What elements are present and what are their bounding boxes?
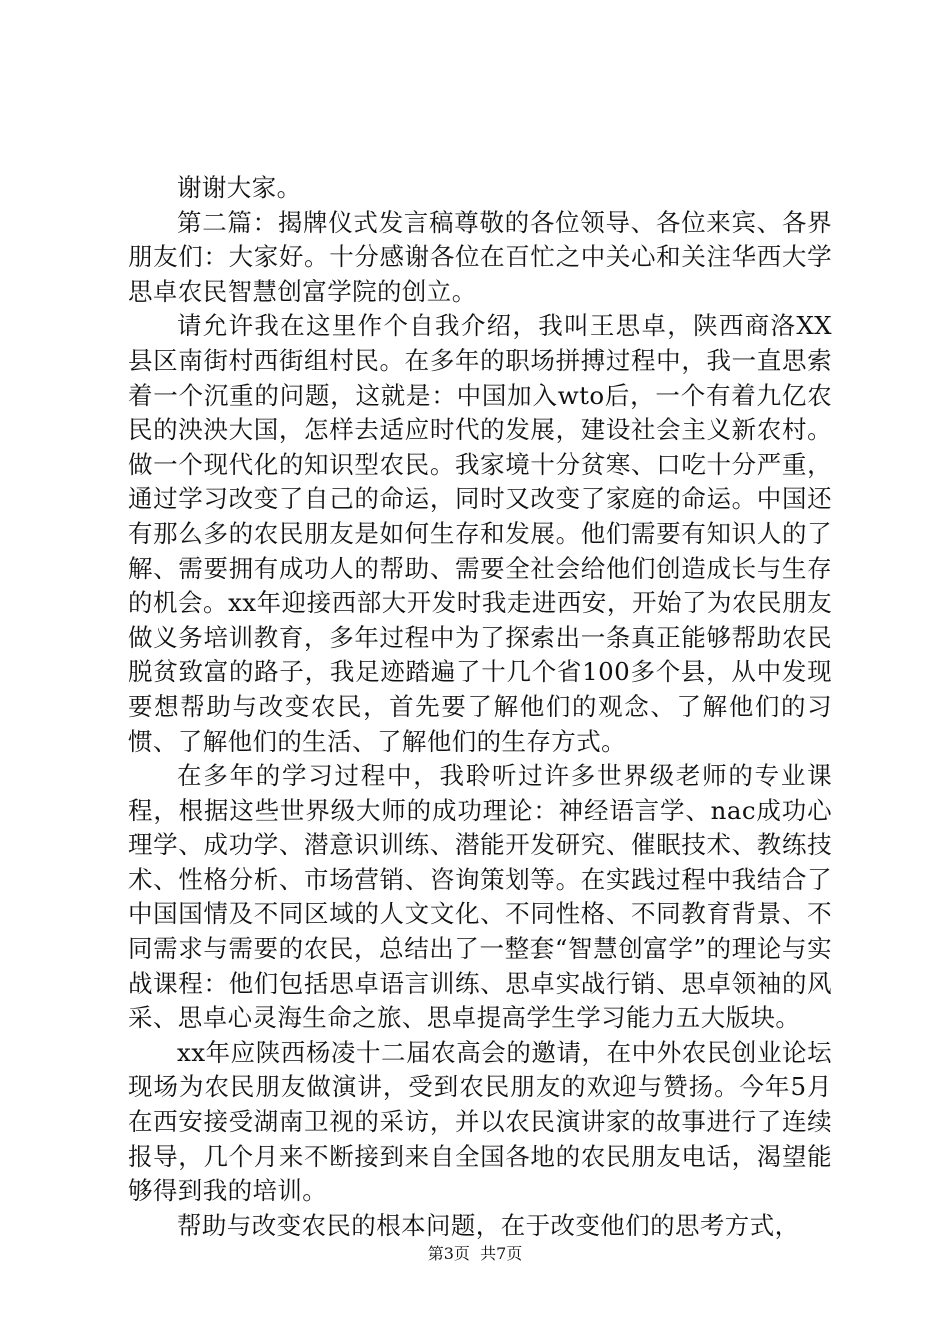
footer-spacer [470,1244,480,1263]
paragraph-root-problem: 帮助与改变农民的根本问题，在于改变他们的思考方式， [177,1210,800,1240]
total-pages: 共7页 [480,1244,523,1263]
paragraph-self-introduction: 请允许我在这里作个自我介绍，我叫王思卓，陕西商洛XX县区南街村西街组村民。在多年的职场拼搏过程中，我一直思索着一个沉重的问题，这就是：中国加入wto后，一个有着九亿农民的泱泱大国，怎样去适应时代的发展，建设社会主义新农村。做一个现代化的知识型农民。我家境十分贫寒、口吃十分严重，通过学习改变了自己的命运，同时又改变了家庭的命运。中国还有那么多的农民朋友是如何生存和发展。他们需要有知识人的了解、需要拥有成功人的帮助、需要全社会给他们创造成长与生存的机会。xx年迎接西部大开发时我走进西安，开始了为农民朋友做义务培训教育，多年过程中为了探索出一条真正能够帮助农民脱贫致富的路子，我足迹踏遍了十几个省100多个县，从中发现要想帮助与改变农民，首先要了解他们的观念、了解他们的习惯、了解他们的生活、了解他们的生存方式。 [128,311,832,756]
paragraph-learning-process: 在多年的学习过程中，我聆听过许多世界级老师的专业课程，根据这些世界级大师的成功理论：神经语言学、nac成功心理学、成功学、潜意识训练、潜能开发研究、催眠技术、教练技术、性格分析、市场营销、咨询策划等。在实践过程中我结合了中国国情及不同区域的人文文化、不同性格、不同教育背景、不同需求与需要的农民，总结出了一整套“智慧创富学”的理论与实战课程：他们包括思卓语言训练、思卓实战行销、思卓领袖的风采、思卓心灵海生命之旅、思卓提高学生学习能力五大版块。 [128,761,832,1033]
page-number: 第3页 [427,1244,470,1263]
paragraph-part-two-opening: 第二篇：揭牌仪式发言稿尊敬的各位领导、各位来宾、各界朋友们：大家好。十分感谢各位在百忙之中关心和关注华西大学思卓农民智慧创富学院的创立。 [128,207,832,306]
page-footer [0,1244,950,1264]
document-body [128,171,832,1243]
paragraph-speech-events: xx年应陕西杨凌十二届农高会的邀请，在中外农民创业论坛现场为农民朋友做演讲，受到农民朋友的欢迎与赞扬。今年5月在西安接受湖南卫视的采访，并以农民演讲家的故事进行了连续报导，几个月来不断接到来自全国各地的农民朋友电话，渴望能够得到我的培训。 [128,1037,832,1206]
paragraph-closing: 谢谢大家。 [177,173,302,202]
